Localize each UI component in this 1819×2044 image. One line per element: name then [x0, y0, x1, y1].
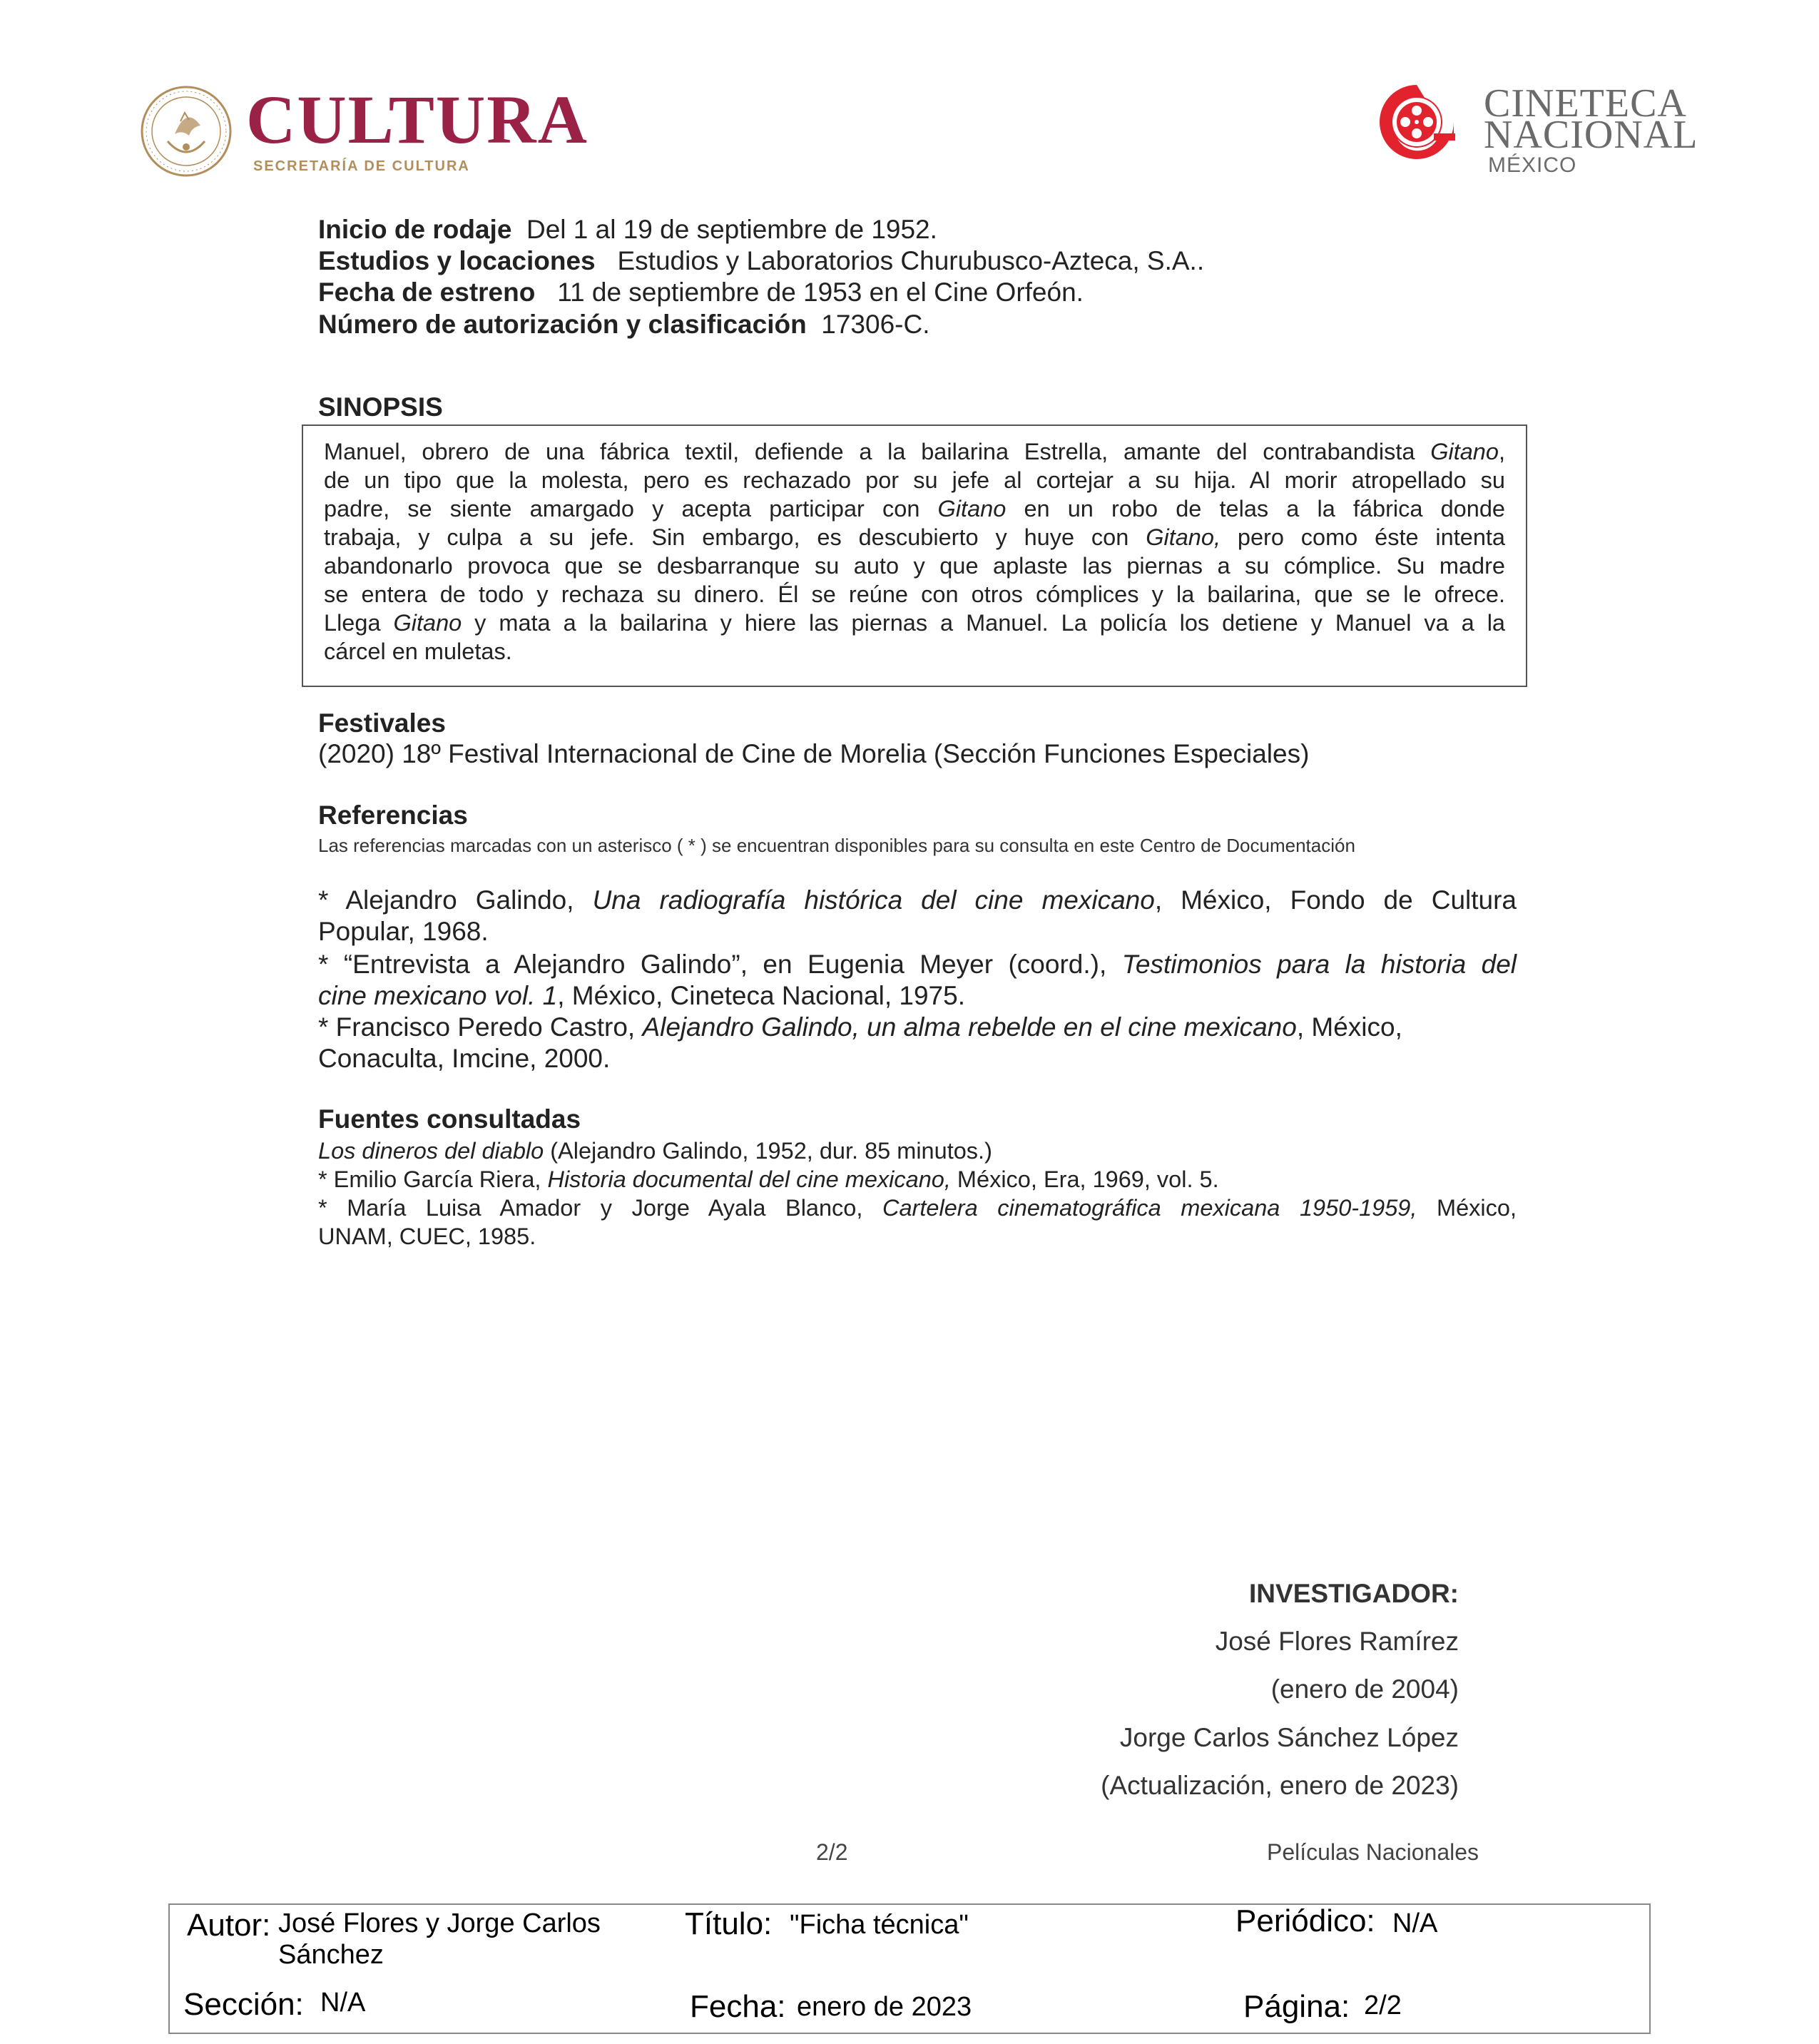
referencias-heading: Referencias: [318, 800, 468, 830]
fuentes-heading: Fuentes consultadas: [318, 1104, 581, 1134]
fuente-line: * María Luisa Amador y Jorge Ayala Blanco, Cartelera cinematográfica mexicana 1950-1959, México,: [318, 1195, 1517, 1221]
sinopsis-line: abandonarlo provoca que se desbarranque su auto y que aplaste las piernas a su cómplice. Su madre: [324, 553, 1505, 579]
autor-label: Autor:: [187, 1908, 271, 1943]
reference-line: Popular, 1968.: [318, 917, 489, 946]
reference-line: cine mexicano vol. 1, México, Cineteca Nacional, 1975.: [318, 981, 965, 1010]
detail-value: Del 1 al 19 de septiembre de 1952.: [526, 215, 937, 244]
cineteca-line3: MÉXICO: [1488, 153, 1577, 177]
sinopsis-line: se entera de todo y rechaza su dinero. Él se reúne con otros cómplices y la bailarina, que se le ofrece.: [324, 581, 1505, 607]
sinopsis-line: Llega Gitano y mata a la bailarina y hiere las piernas a Manuel. La policía los detiene y Manuel va a la: [324, 610, 1505, 636]
page-number: 2/2: [816, 1839, 848, 1865]
detail-value: 11 de septiembre de 1953 en el Cine Orfeón.: [557, 278, 1084, 307]
fecha-label: Fecha:: [690, 1989, 786, 2024]
periodico-value: N/A: [1392, 1908, 1438, 1938]
fecha-value: enero de 2023: [797, 1992, 972, 2022]
sinopsis-line: padre, se siente amargado y acepta participar con Gitano en un robo de telas a la fábrica donde: [324, 496, 1505, 522]
detail-value: 17306-C.: [821, 310, 930, 339]
detail-estudios: [318, 245, 1204, 277]
fuente-line: Los dineros del diablo (Alejandro Galindo, 1952, dur. 85 minutos.): [318, 1138, 992, 1164]
referencias-note: Las referencias marcadas con un asterisco ( * ) se encuentran disponibles para su consulta en este Centro de Documentación: [318, 835, 1355, 856]
detail-inicio-rodaje: [318, 214, 937, 245]
festivales-heading: Festivales: [318, 708, 446, 738]
reference-line: * Alejandro Galindo, Una radiografía histórica del cine mexicano, México, Fondo de Cultura: [318, 885, 1517, 915]
cineteca-logo: [1377, 82, 1698, 182]
detail-label: Fecha de estreno: [318, 278, 536, 307]
pagina-value: 2/2: [1364, 1990, 1402, 2020]
autor-value-line2: Sánchez: [278, 1940, 384, 1970]
cultura-logo: [139, 81, 603, 184]
detail-label: Inicio de rodaje: [318, 215, 512, 244]
sinopsis-heading: SINOPSIS: [318, 392, 443, 422]
cultura-title: CULTURA: [246, 81, 588, 158]
cineteca-line2: NACIONAL: [1484, 113, 1698, 157]
fuente-line: UNAM, CUEC, 1985.: [318, 1224, 536, 1249]
sinopsis-line: de un tipo que la molesta, pero es rechazado por su jefe al cortejar a su hija. Al morir atropellado su: [324, 467, 1505, 493]
investigador-heading: INVESTIGADOR:: [1249, 1579, 1459, 1608]
detail-fecha-estreno: [318, 277, 1084, 308]
titulo-value: "Ficha técnica": [790, 1910, 969, 1940]
seccion-label: Sección:: [183, 1987, 304, 2022]
detail-value: Estudios y Laboratorios Churubusco-Azteca, S.A..: [617, 246, 1205, 275]
investigador-date: (enero de 2004): [1270, 1674, 1459, 1704]
pagina-label: Página:: [1243, 1989, 1350, 2024]
sinopsis-line: cárcel en muletas.: [324, 639, 512, 664]
titulo-label: Título:: [685, 1906, 773, 1941]
cineteca-line1: CINETECA: [1484, 81, 1687, 126]
investigador-date: (Actualización, enero de 2023): [1101, 1771, 1459, 1800]
fuente-line: * Emilio García Riera, Historia documental del cine mexicano, México, Era, 1969, vol. 5.: [318, 1166, 1219, 1192]
detail-label: Número de autorización y clasificación: [318, 310, 807, 339]
reference-line: * “Entrevista a Alejandro Galindo”, en Eugenia Meyer (coord.), Testimonios para la historia del: [318, 950, 1517, 979]
seccion-value: N/A: [320, 1988, 366, 2018]
reference-line: Conaculta, Imcine, 2000.: [318, 1044, 611, 1073]
periodico-label: Periódico:: [1235, 1903, 1375, 1938]
investigador-name: José Flores Ramírez: [1215, 1627, 1459, 1656]
autor-value-line1: José Flores y Jorge Carlos: [278, 1908, 601, 1938]
cultura-subtitle: SECRETARÍA DE CULTURA: [253, 158, 470, 174]
sinopsis-line: trabaja, y culpa a su jefe. Sin embargo, es descubierto y huye con Gitano, pero como éste intenta: [324, 524, 1505, 550]
footer-section: Películas Nacionales: [1267, 1839, 1479, 1865]
reference-line: * Francisco Peredo Castro, Alejandro Galindo, un alma rebelde en el cine mexicano, México,: [318, 1012, 1402, 1042]
film-reel-icon: [1377, 82, 1457, 162]
detail-label: Estudios y locaciones: [318, 246, 596, 275]
detail-autorizacion: [318, 309, 929, 340]
investigador-name: Jorge Carlos Sánchez López: [1119, 1723, 1459, 1752]
mexico-seal-icon: [139, 84, 233, 178]
sinopsis-line: Manuel, obrero de una fábrica textil, defiende a la bailarina Estrella, amante del contrabandista Gitano,: [324, 439, 1505, 464]
festivales-text: (2020) 18º Festival Internacional de Cine de Morelia (Sección Funciones Especiales): [318, 739, 1310, 768]
